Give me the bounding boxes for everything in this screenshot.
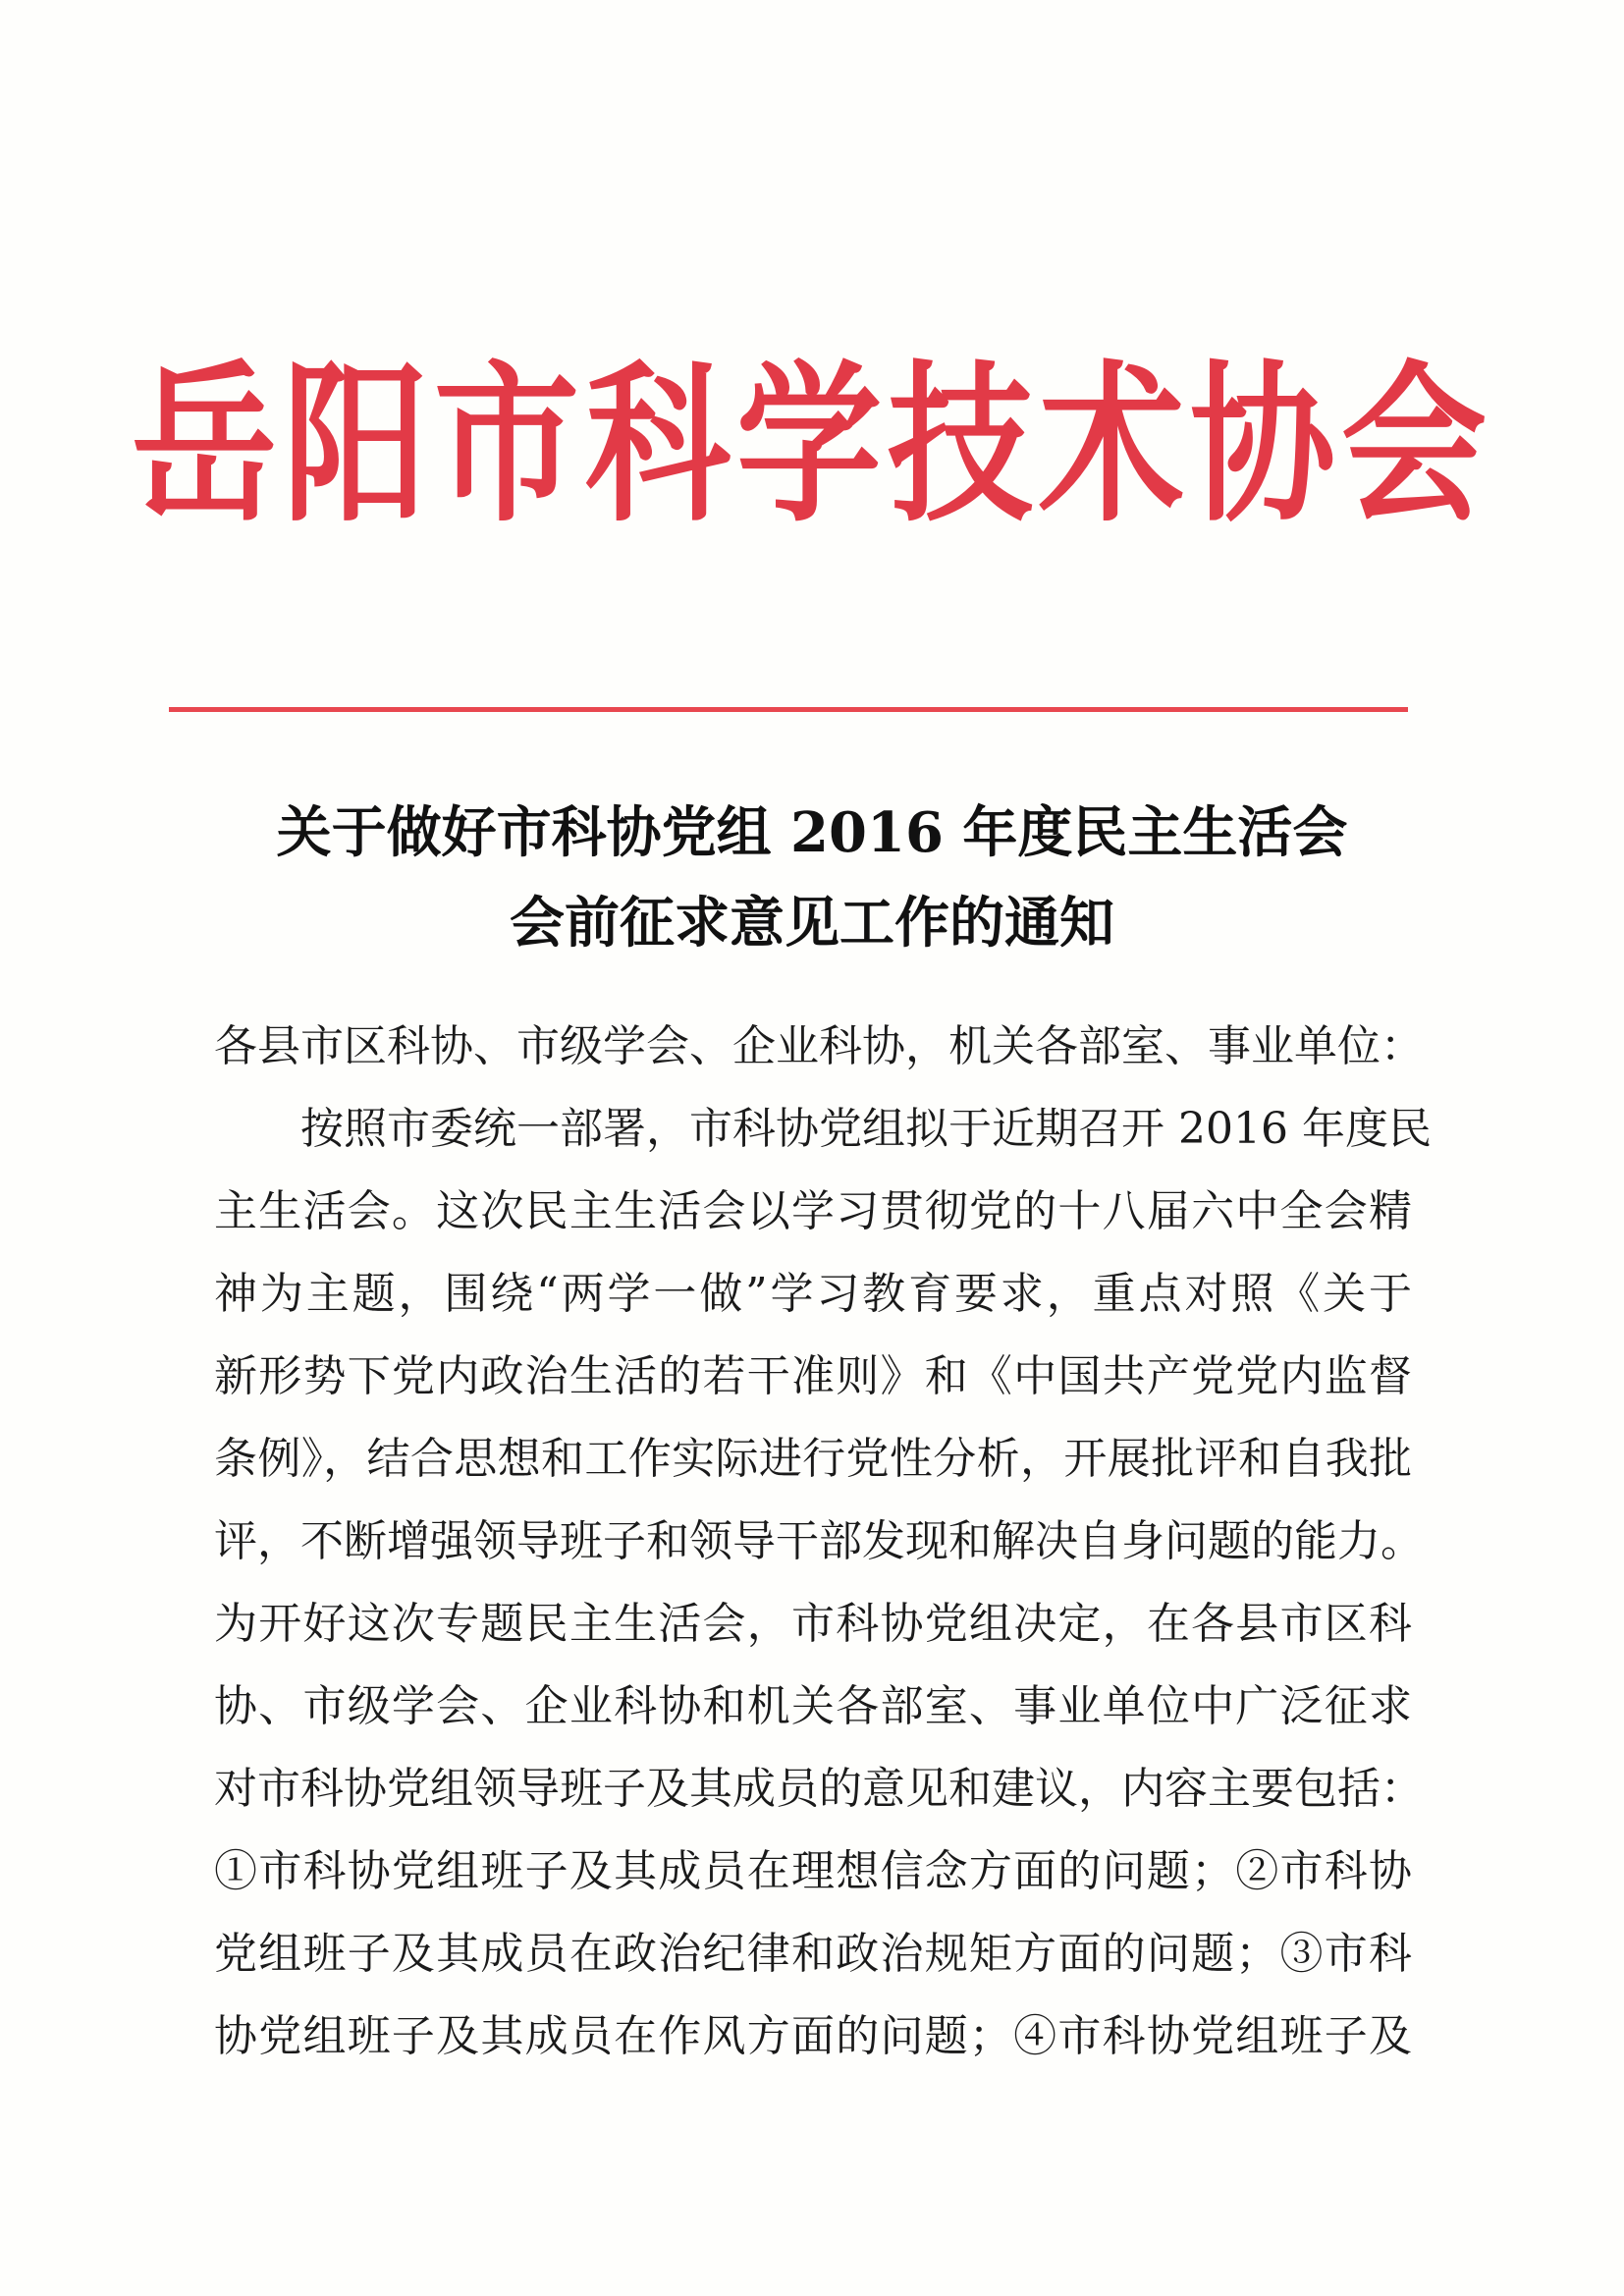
body-line: 新形势下党内政治生活的若干准则》和《中国共产党党内监督 [214,1351,1412,1401]
notice-title-line-1: 关于做好市科协党组 2016 年度民主生活会 [276,800,1348,865]
body-line: 对市科协党组领导班子及其成员的意见和建议，内容主要包括： [214,1764,1424,1814]
body-line: 主生活会。这次民主生活会以学习贯彻党的十八届六中全会精 [214,1186,1412,1236]
notice-title-line-2: 会前征求意见工作的通知 [510,891,1114,956]
body-line: 神为主题，围绕“两学一做”学习教育要求，重点对照《关于 [214,1269,1412,1319]
body-line: 评，不断增强领导班子和领导干部发现和解决自身问题的能力。 [214,1516,1424,1566]
body-line: 条例》，结合思想和工作实际进行党性分析，开展批评和自我批 [214,1434,1412,1484]
body-line: 按照市委统一部署，市科协党组拟于近期召开 2016 年度民 [300,1104,1432,1154]
body-line: ①市科协党组班子及其成员在理想信念方面的问题；②市科协 [214,1846,1412,1896]
letterhead-org-name: 岳阳市科学技术协会 [132,343,1492,545]
body-line: 为开好这次专题民主生活会，市科协党组决定，在各县市区科 [214,1599,1412,1649]
salutation: 各县市区科协、市级学会、企业科协，机关各部室、事业单位： [214,1021,1424,1071]
body-line: 协党组班子及其成员在作风方面的问题；④市科协党组班子及 [214,2011,1412,2061]
body-line: 党组班子及其成员在政治纪律和政治规矩方面的问题；③市科 [214,1929,1412,1979]
letterhead-red-rule [169,707,1408,712]
body-line: 协、市级学会、企业科协和机关各部室、事业单位中广泛征求 [214,1681,1412,1731]
